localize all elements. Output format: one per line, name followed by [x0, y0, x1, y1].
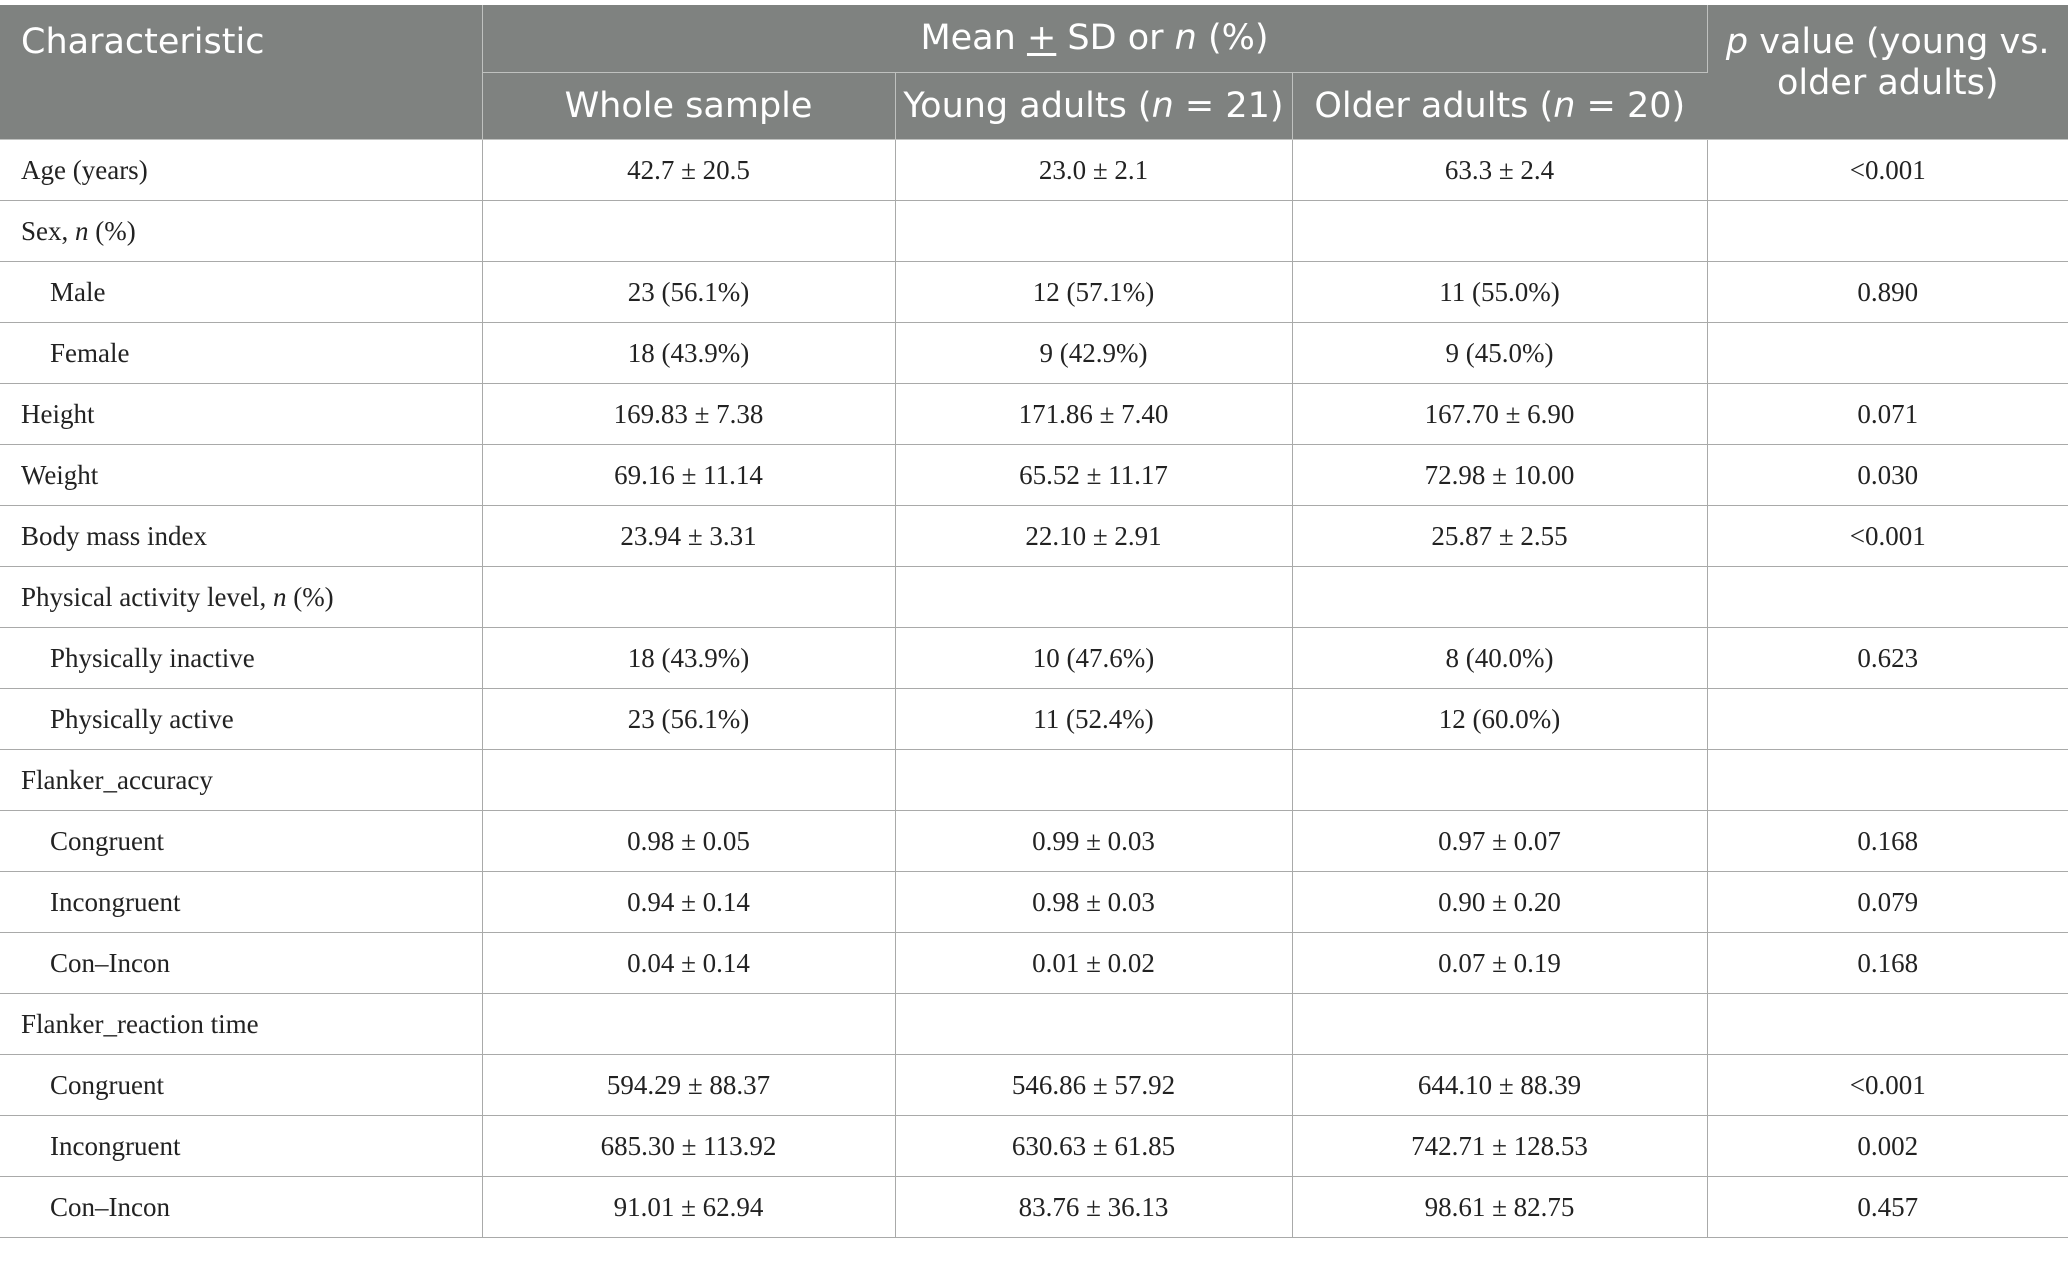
table-row — [0, 201, 2068, 262]
cell-young: 546.86 ± 57.92 — [895, 1055, 1292, 1116]
cell-older: 11 (55.0%) — [1292, 262, 1707, 323]
header-group-n: n — [1174, 18, 1197, 58]
cell-pvalue — [1707, 323, 2068, 384]
cell-older: 9 (45.0%) — [1292, 323, 1707, 384]
header-older-post: = 20) — [1575, 85, 1686, 126]
cell-older — [1292, 750, 1707, 811]
table-body — [0, 140, 2068, 1238]
cell-young: 83.76 ± 36.13 — [895, 1177, 1292, 1238]
cell-pvalue: <0.001 — [1707, 506, 2068, 567]
cell-pvalue: 0.623 — [1707, 628, 2068, 689]
row-label: Con–Incon — [0, 933, 482, 994]
table-row — [0, 445, 2068, 506]
cell-pvalue — [1707, 567, 2068, 628]
cell-pvalue — [1707, 689, 2068, 750]
header-older-pre: Older adults ( — [1314, 85, 1554, 126]
cell-whole: 23 (56.1%) — [482, 689, 895, 750]
header-pvalue-line1: value (young vs. — [1748, 22, 2050, 62]
header-group-pre: Mean — [920, 18, 1027, 58]
cell-older: 0.07 ± 0.19 — [1292, 933, 1707, 994]
header-young-n: n — [1151, 85, 1174, 126]
cell-young: 9 (42.9%) — [895, 323, 1292, 384]
cell-pvalue: <0.001 — [1707, 1055, 2068, 1116]
cell-pvalue: 0.002 — [1707, 1116, 2068, 1177]
row-label: Female — [0, 323, 482, 384]
cell-whole: 0.94 ± 0.14 — [482, 872, 895, 933]
cell-whole: 23 (56.1%) — [482, 262, 895, 323]
cell-whole — [482, 994, 895, 1055]
cell-pvalue: <0.001 — [1707, 140, 2068, 201]
table-row — [0, 262, 2068, 323]
row-label: Incongruent — [0, 872, 482, 933]
cell-young: 22.10 ± 2.91 — [895, 506, 1292, 567]
cell-older: 72.98 ± 10.00 — [1292, 445, 1707, 506]
header-group-post: (%) — [1196, 18, 1269, 58]
row-label: Body mass index — [0, 506, 482, 567]
cell-whole: 594.29 ± 88.37 — [482, 1055, 895, 1116]
table-row — [0, 567, 2068, 628]
table-row — [0, 994, 2068, 1055]
cell-young: 0.01 ± 0.02 — [895, 933, 1292, 994]
cell-older: 12 (60.0%) — [1292, 689, 1707, 750]
table-row — [0, 689, 2068, 750]
cell-older — [1292, 201, 1707, 262]
cell-whole: 91.01 ± 62.94 — [482, 1177, 895, 1238]
row-label: Male — [0, 262, 482, 323]
table-row — [0, 1055, 2068, 1116]
row-label: Congruent — [0, 1055, 482, 1116]
row-label: Weight — [0, 445, 482, 506]
cell-older: 98.61 ± 82.75 — [1292, 1177, 1707, 1238]
cell-whole: 18 (43.9%) — [482, 628, 895, 689]
cell-pvalue: 0.890 — [1707, 262, 2068, 323]
table-row — [0, 933, 2068, 994]
table-row — [0, 750, 2068, 811]
cell-young: 0.98 ± 0.03 — [895, 872, 1292, 933]
header-characteristic: Characteristic — [0, 5, 482, 140]
cell-whole: 42.7 ± 20.5 — [482, 140, 895, 201]
cell-older — [1292, 994, 1707, 1055]
cell-whole: 18 (43.9%) — [482, 323, 895, 384]
header-pvalue — [1707, 5, 2068, 140]
cell-young: 11 (52.4%) — [895, 689, 1292, 750]
cell-whole — [482, 567, 895, 628]
cell-older: 25.87 ± 2.55 — [1292, 506, 1707, 567]
cell-older: 167.70 ± 6.90 — [1292, 384, 1707, 445]
row-label-n: n — [272, 581, 287, 612]
cell-older — [1292, 567, 1707, 628]
cell-young — [895, 201, 1292, 262]
cell-pvalue: 0.457 — [1707, 1177, 2068, 1238]
cell-pvalue: 0.079 — [1707, 872, 2068, 933]
row-label-pre: Sex, — [21, 215, 75, 246]
cell-pvalue: 0.168 — [1707, 933, 2068, 994]
header-young-post: = 21) — [1173, 85, 1284, 126]
table-row — [0, 872, 2068, 933]
cell-whole — [482, 750, 895, 811]
row-label — [0, 201, 482, 262]
row-label: Flanker_accuracy — [0, 750, 482, 811]
row-label: Physically active — [0, 689, 482, 750]
cell-pvalue: 0.030 — [1707, 445, 2068, 506]
row-label-n: n — [75, 215, 89, 246]
cell-whole: 0.98 ± 0.05 — [482, 811, 895, 872]
cell-whole: 69.16 ± 11.14 — [482, 445, 895, 506]
table-header — [0, 5, 2068, 140]
row-label: Congruent — [0, 811, 482, 872]
cell-whole: 685.30 ± 113.92 — [482, 1116, 895, 1177]
cell-young: 65.52 ± 11.17 — [895, 445, 1292, 506]
cell-whole: 0.04 ± 0.14 — [482, 933, 895, 994]
table-row — [0, 1177, 2068, 1238]
row-label-post: (%) — [286, 581, 334, 612]
cell-pvalue — [1707, 201, 2068, 262]
cell-young: 10 (47.6%) — [895, 628, 1292, 689]
cell-whole — [482, 201, 895, 262]
cell-older: 0.97 ± 0.07 — [1292, 811, 1707, 872]
table-row — [0, 811, 2068, 872]
header-whole-sample: Whole sample — [482, 73, 895, 140]
header-group-mid: SD or — [1056, 18, 1175, 58]
table-row — [0, 506, 2068, 567]
cell-pvalue: 0.168 — [1707, 811, 2068, 872]
cell-young — [895, 750, 1292, 811]
cell-older: 8 (40.0%) — [1292, 628, 1707, 689]
table-row — [0, 140, 2068, 201]
characteristics-table — [0, 5, 2068, 1238]
row-label: Con–Incon — [0, 1177, 482, 1238]
header-pvalue-p: p — [1725, 22, 1749, 62]
cell-older: 63.3 ± 2.4 — [1292, 140, 1707, 201]
cell-older: 742.71 ± 128.53 — [1292, 1116, 1707, 1177]
cell-young: 0.99 ± 0.03 — [895, 811, 1292, 872]
row-label — [0, 567, 482, 628]
row-label: Physically inactive — [0, 628, 482, 689]
table-row — [0, 628, 2068, 689]
row-label-pre: Physical activity level, — [21, 581, 273, 612]
cell-older: 644.10 ± 88.39 — [1292, 1055, 1707, 1116]
header-pvalue-line2: older adults) — [1776, 63, 1999, 103]
row-label: Age (years) — [0, 140, 482, 201]
cell-young — [895, 567, 1292, 628]
header-older-n: n — [1553, 85, 1576, 126]
row-label-post: (%) — [88, 215, 136, 246]
cell-young: 12 (57.1%) — [895, 262, 1292, 323]
cell-young: 171.86 ± 7.40 — [895, 384, 1292, 445]
table-row — [0, 1116, 2068, 1177]
table-row — [0, 323, 2068, 384]
cell-older: 0.90 ± 0.20 — [1292, 872, 1707, 933]
header-young-adults — [895, 73, 1292, 140]
cell-young: 23.0 ± 2.1 — [895, 140, 1292, 201]
table-row — [0, 384, 2068, 445]
row-label: Height — [0, 384, 482, 445]
characteristics-table-container — [0, 5, 2068, 1238]
cell-whole: 23.94 ± 3.31 — [482, 506, 895, 567]
cell-young: 630.63 ± 61.85 — [895, 1116, 1292, 1177]
cell-young — [895, 994, 1292, 1055]
header-group-pm: + — [1026, 18, 1057, 58]
cell-pvalue: 0.071 — [1707, 384, 2068, 445]
row-label: Incongruent — [0, 1116, 482, 1177]
cell-pvalue — [1707, 750, 2068, 811]
header-older-adults — [1292, 73, 1707, 140]
header-group-span — [482, 5, 1707, 73]
header-young-pre: Young adults ( — [903, 85, 1152, 126]
row-label: Flanker_reaction time — [0, 994, 482, 1055]
cell-whole: 169.83 ± 7.38 — [482, 384, 895, 445]
cell-pvalue — [1707, 994, 2068, 1055]
